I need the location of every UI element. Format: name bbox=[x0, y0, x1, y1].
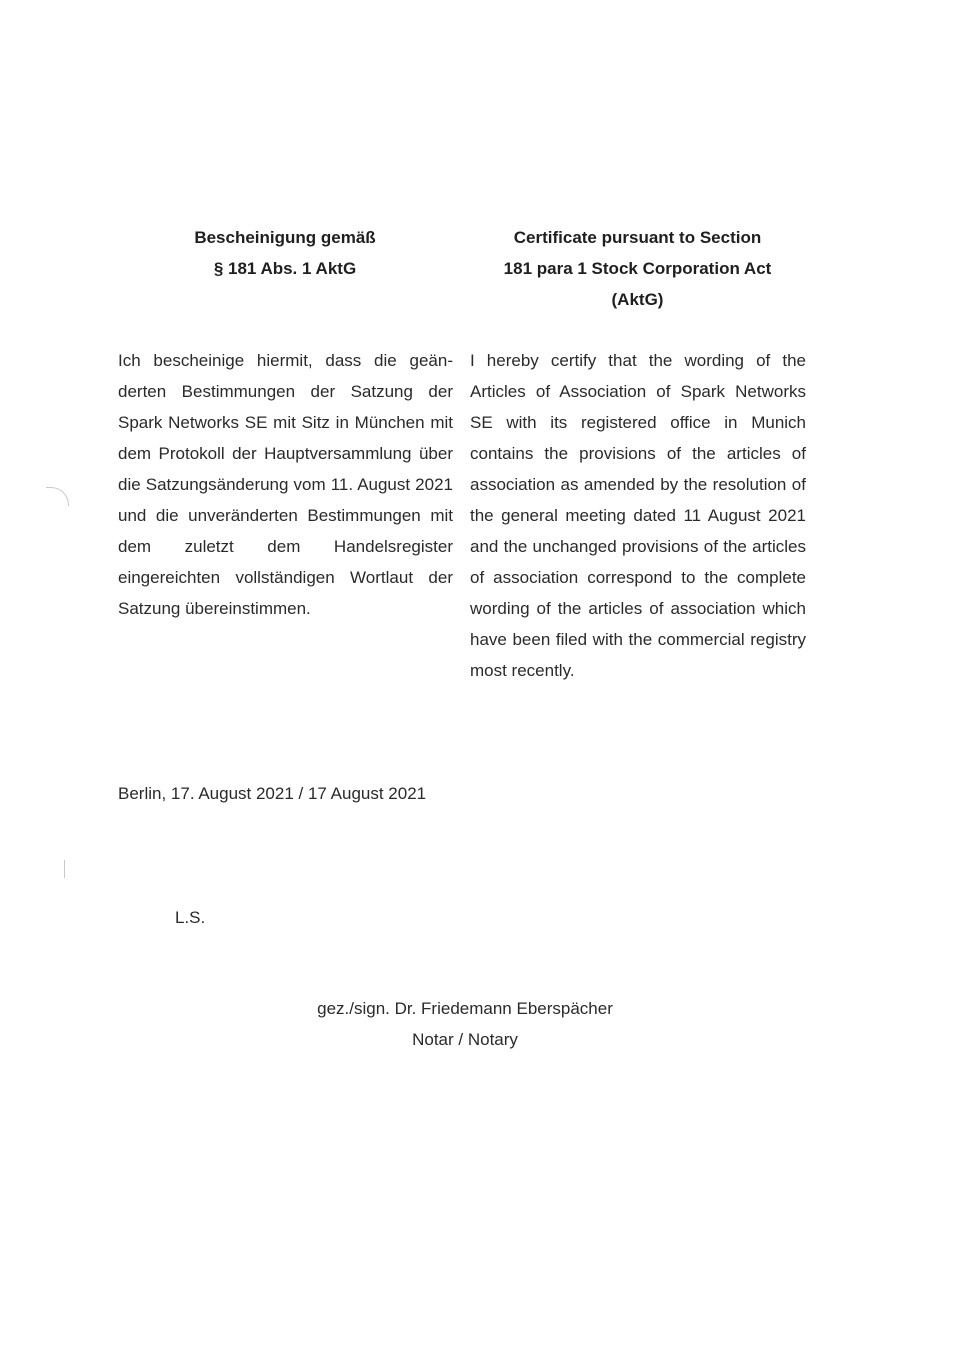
place-and-date: Berlin, 17. August 2021 / 17 August 2021 bbox=[118, 784, 427, 803]
scan-artifact bbox=[46, 487, 69, 506]
english-certification-text: I hereby certify that the wording of the Articles of Association of Spark Networks SE with its registered office in Munich contains the provisions of the articles of association as amended by the resolution of the general meeting dated 11 August 2021 and the unchanged provisions of the articles of association correspond to the complete wording of the articles of association which have been filed with the commercial registry most recently. bbox=[470, 351, 806, 680]
english-heading-line-1: Certificate pursuant to Section bbox=[513, 228, 762, 247]
english-heading-line-2: 181 para 1 Stock Corporation Act bbox=[503, 259, 772, 278]
signature-line: gez./sign. Dr. Friedemann Eberspächer bbox=[317, 999, 613, 1018]
signature-block bbox=[300, 993, 630, 1055]
english-heading-line-3: (AktG) bbox=[611, 290, 664, 309]
english-heading bbox=[470, 222, 805, 315]
german-heading bbox=[160, 222, 410, 284]
seal-placeholder: L.S. bbox=[175, 908, 206, 927]
german-heading-line-2: § 181 Abs. 1 AktG bbox=[213, 259, 357, 278]
german-certification-text: Ich bescheinige hiermit, dass die geänderten Bestimmungen der Satzung der Spark Networks SE mit Sitz in München mit dem Protokoll der Hauptversammlung über die Satzungsänderung vom 11. August 2021 und die unveränderten Bestimmungen mit dem zuletzt dem Handelsregister eingereichten vollständigen Wortlaut der Satzung übereinstimmen. bbox=[118, 351, 453, 618]
scan-artifact bbox=[64, 860, 66, 878]
german-heading-line-1: Bescheinigung gemäß bbox=[194, 228, 376, 247]
notary-title: Notar / Notary bbox=[412, 1030, 518, 1049]
